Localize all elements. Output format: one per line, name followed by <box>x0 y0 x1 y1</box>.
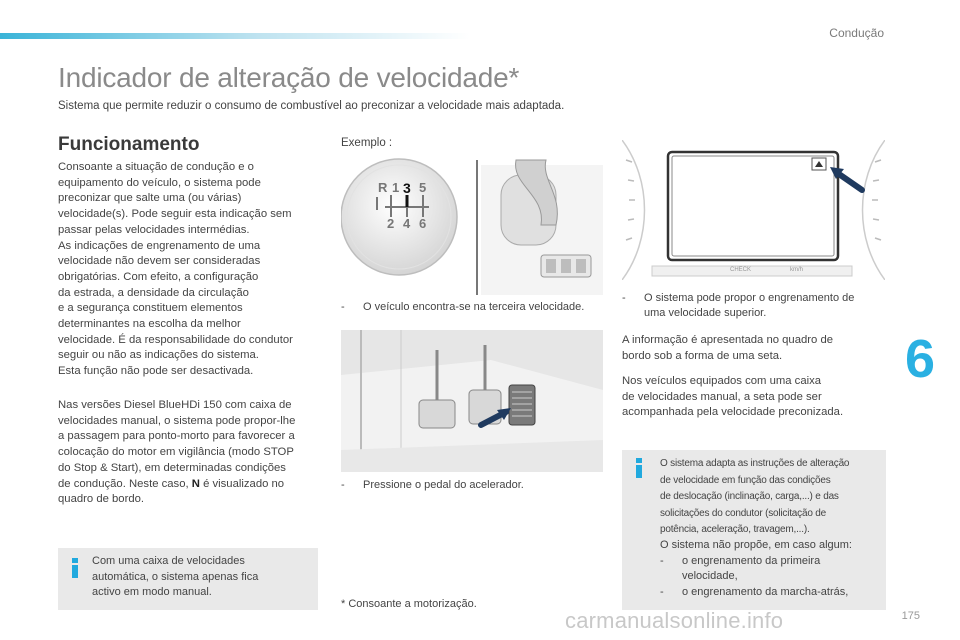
line: quadro de bordo. <box>58 493 145 506</box>
instrument-panel-figure <box>622 140 885 280</box>
line: de velocidade em função das condições <box>660 474 831 486</box>
line: As indicações de engrenamento de uma <box>58 239 261 252</box>
paragraph-operation <box>58 160 323 380</box>
text-run: de condução. Neste caso, <box>58 477 192 490</box>
line: a passagem para ponto-morto para favorecer a <box>58 430 295 443</box>
line: bordo sob a forma de uma seta. <box>622 349 783 362</box>
pedal-figure <box>341 330 603 472</box>
caption-text: uma velocidade superior. <box>644 307 767 319</box>
line: solicitações do condutor (solicitação de <box>660 507 826 519</box>
note-list <box>660 538 884 600</box>
accelerator-pedal-illustration <box>341 330 603 472</box>
line: velocidade(s). Pode seguir esta indicação sem <box>58 208 292 221</box>
info-note-system <box>622 450 886 610</box>
line: de deslocação (inclinação, carga,...) e das <box>660 491 839 502</box>
caption-text: Pressione o pedal do acelerador. <box>363 479 524 491</box>
line: passar pelas velocidades intermédias. <box>58 223 250 236</box>
dash: - <box>622 292 626 304</box>
line: Consoante a situação de condução e o <box>58 161 254 173</box>
line: o engrenamento da marcha-atrás, <box>682 585 849 598</box>
info-icon <box>72 558 78 578</box>
line: o engrenamento da primeira <box>682 554 821 567</box>
note-text <box>92 554 312 601</box>
gear-label-6: 6 <box>419 216 427 231</box>
line: colocação do motor em vigilância (modo STOP <box>58 446 294 459</box>
section-heading: Funcionamento <box>58 134 200 155</box>
line: da estrada, a densidade da circulação <box>58 286 249 299</box>
line: equipamento do veículo, o sistema pode <box>58 176 261 189</box>
caption-accelerator <box>341 478 603 493</box>
section-name: Condução <box>829 26 884 40</box>
line: determinantes na escolha da melhor <box>58 318 241 331</box>
neutral-gear-letter: N <box>191 477 200 490</box>
caption-text: O veículo encontra-se na terceira velocidade. <box>363 301 585 313</box>
list-item <box>660 554 884 585</box>
line: Nos veículos equipados com uma caixa <box>622 375 822 387</box>
line: activo em modo manual. <box>92 586 212 599</box>
gear-lever-illustration <box>341 155 603 295</box>
gear-lever-figure <box>341 155 603 295</box>
line: acompanhada pela velocidade preconizada. <box>622 406 844 419</box>
dash: - <box>660 554 664 567</box>
gear-label-1: 1 <box>392 180 400 195</box>
dashboard-check-label: CHECK <box>730 267 752 273</box>
line: O sistema adapta as instruções de alteração <box>660 458 850 469</box>
watermark: carmanualsonline.info <box>565 608 784 633</box>
gear-label-4: 4 <box>403 216 411 231</box>
page-title: Indicador de alteração de velocidade* <box>58 62 520 93</box>
line: seguir ou não as indicações do sistema. <box>58 349 259 362</box>
line: Com uma caixa de velocidades <box>92 555 245 567</box>
text-run: é visualizado no <box>199 477 285 490</box>
page-subtitle: Sistema que permite reduzir o consumo de combustível ao preconizar a velocidade mais adaptada. <box>58 100 565 112</box>
instrument-panel-illustration <box>622 140 885 280</box>
line: Esta função não pode ser desactivada. <box>58 365 254 378</box>
caption-third-gear <box>341 300 603 315</box>
paragraph-manual <box>622 374 887 421</box>
line: O sistema não propõe, em caso algum: <box>660 539 852 551</box>
line: do Stop & Start), em determinadas condições <box>58 461 286 474</box>
list-item <box>660 585 884 601</box>
example-label: Exemplo : <box>341 137 393 149</box>
gear-label-reverse: R <box>378 180 388 195</box>
note-text <box>660 456 884 539</box>
paragraph-display <box>622 333 887 364</box>
gear-label-3: 3 <box>403 180 411 196</box>
dash: - <box>660 585 664 598</box>
dash: - <box>341 479 345 491</box>
caption-higher-gear <box>622 291 887 321</box>
line: velocidades manual, o sistema pode propor-lhe <box>58 414 296 427</box>
info-note-automatic <box>58 548 318 610</box>
gear-label-2: 2 <box>387 216 395 231</box>
line: A informação é apresentada no quadro de <box>622 334 834 346</box>
gear-label-5: 5 <box>419 180 427 195</box>
line <box>58 477 323 493</box>
line: automática, o sistema apenas fica <box>92 570 259 583</box>
paragraph-diesel <box>58 398 323 508</box>
line: de velocidades manual, a seta pode ser <box>622 390 822 403</box>
page-number: 175 <box>901 610 920 622</box>
line: potência, aceleração, travagem,...). <box>660 524 810 535</box>
line: obrigatórias. Com efeito, a configuração <box>58 270 259 283</box>
caption-text: O sistema pode propor o engrenamento de <box>644 292 855 304</box>
footnote: * Consoante a motorização. <box>341 598 477 610</box>
line: velocidade, <box>682 570 738 583</box>
line: velocidade não devem ser consideradas <box>58 255 261 268</box>
info-icon <box>636 458 642 478</box>
line: velocidade. É da responsabilidade do condutor <box>58 333 293 346</box>
line: preconizar que salte uma (ou várias) <box>58 192 242 205</box>
header-accent-bar <box>0 33 470 39</box>
dash: - <box>341 301 345 313</box>
line: e a segurança constituem elementos <box>58 302 243 315</box>
line: Nas versões Diesel BlueHDi 150 com caixa de <box>58 399 292 411</box>
chapter-number: 6 <box>905 329 936 389</box>
dashboard-speed-unit: km/h <box>790 267 804 273</box>
